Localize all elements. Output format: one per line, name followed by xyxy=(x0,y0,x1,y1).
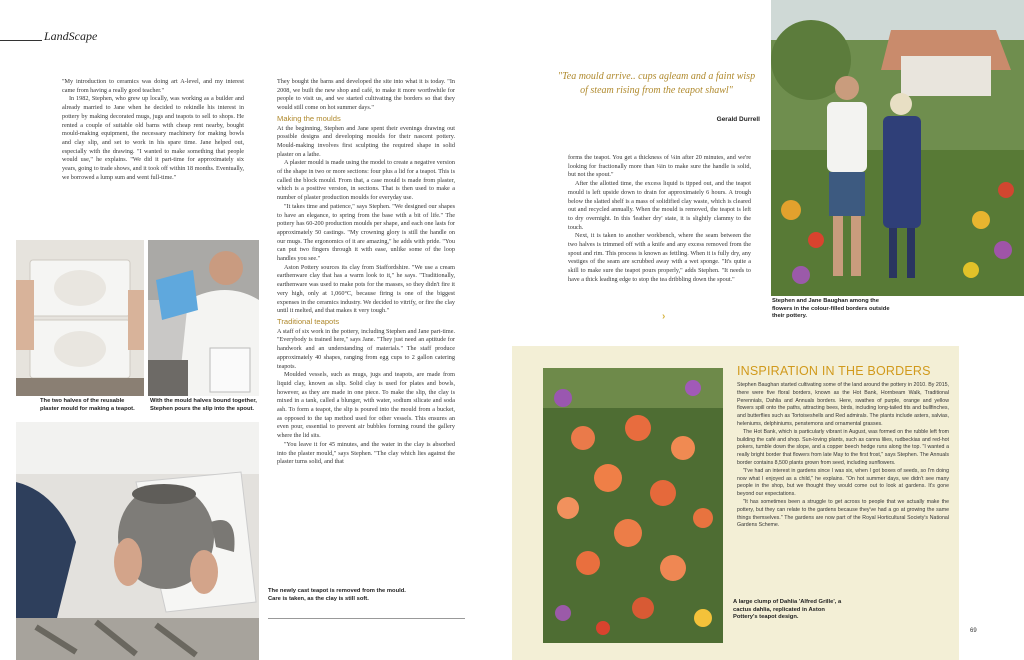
paragraph: "I've had an interest in gardens since I was six, when I got boxes of seeds, so I'm doing now what I enjoyed as a child," he explains. "On hot summer days, we didn't see many people in the shop, but we thought they would come out to look at gardens. It's gone beyond our expectations. xyxy=(737,467,949,498)
column-3-text xyxy=(568,154,751,285)
subheading-making-moulds: Making the moulds xyxy=(277,113,341,123)
paragraph: Next, it is taken to another workbench, where the seam between the two halves is trimmed off with a knife and any excess removed from the spout and rim. This process is known as fettling. When it is fully dry, any vestiges of the seam are scrubbed away with a wet sponge. "It's quite a skill to make sure the teapot pours properly," adds Stephen. "It needs to have a thick leading edge to stop the tea dribbling down the spout." xyxy=(568,232,751,283)
paragraph: They bought the barns and developed the site into what it is today. "In 2008, we built the new shop and café, to make it more worthwhile for people to visit us, and we started cultivating the borders so that they would still come on hot summer days." xyxy=(277,78,455,112)
quote-author: Gerald Durrell xyxy=(716,116,760,123)
header-rule xyxy=(0,40,42,41)
bottom-rule xyxy=(268,618,465,619)
sidebar-text xyxy=(737,382,949,530)
paragraph: A staff of six work in the pottery, including Stephen and Jane part-time. "Everybody is trained here," says Jane. "They just need an aptitude for handwork and an understanding of materials." The staff produce approximately 40 shapes, ranging from egg cups to 2 gallon catering teapots. xyxy=(277,327,455,370)
column-2-text xyxy=(277,78,455,467)
paragraph: "It takes time and patience," says Stephen. "We designed our shapes to have an elegance, to spring from the base with a bit of life." The pottery has 60-200 production moulds per shape, and each one lasts for approximately 50 castings. "My crowning glory is still the handle on our mugs. The ergonomics of it are amazing," he adds with pride. "You can put two fingers through it with ease, unlike some of the loop handles you see." xyxy=(277,202,455,263)
paragraph: "You leave it for 45 minutes, and the water in the clay is absorbed into the plaster mould," says Stephen. "The clay which lies against the plaster turns solid, and that xyxy=(277,440,455,466)
dahlia-photo xyxy=(543,368,723,643)
couple-caption: Stephen and Jane Baughan among the flowers in the colour-filled borders outside their pottery. xyxy=(772,298,890,320)
paragraph: Aston Pottery sources its clay from Staffordshire. "We use a cream earthenware clay that has a warm look to it," he says. "Traditionally, earthenware was used to make pots for the masses, so they didn't fire it very high, only at 1,060°C, because firing is one of the biggest expenses in the ceramics industry. We decided to vitrify, or fire the clay until it melted, and that makes it very tough." xyxy=(277,263,455,315)
mould-halves-image xyxy=(16,240,144,396)
pouring-slip-caption: With the mould halves bound together, Stephen pours the slip into the spout. xyxy=(150,398,257,412)
page-number: 69 xyxy=(970,628,977,634)
end-arrow-icon: › xyxy=(662,311,666,322)
paragraph: In 1982, Stephen, who grew up locally, was working as a builder and already married to Jane when he decided to rekindle his interest in pottery by making decorated mugs, jugs and teapots to sell to shops. He rented a couple of suitable old barns with cheap rent nearby, bought mould-making equipment, the necessary machinery for making bowls and clay slip, and set to work in his spare time. Jane helped out, especially with the drawing. "I wanted to make something that people would use," he explains. "We did it part-time for approximately six years, going to trade shows, and it took off within 18 months. Eventually, we borrowed a lump sum and went full-time." xyxy=(62,95,244,181)
cast-teapot-caption: The newly cast teapot is removed from the mould. Care is taken, as the clay is still soft. xyxy=(268,588,406,602)
paragraph: The Hot Bank, which is particularly vibrant in August, was formed on the rubble left from building the café and shop. Sun-loving plants, such as canna lilies, rudbeckias and red-hot pokers, tumble down the slope, and a copper beech hedge runs along the top. "I wanted a really bright border that flowers from late May to the first frost," says Stephen. The Annuals border contains 8,500 plants grown from seed, including sunflowers. xyxy=(737,428,949,466)
paragraph: After the allotted time, the excess liquid is tipped out, and the teapot mould is left upside down to drain for approximately 6 hours. A trough below the slatted shelf is a mass of solidified clay waste, which is cleared out and recycled annually. When the mould is removed, the teapot is left to dry overnight. In this 'leather dry' state, it is slightly clammy to the touch. xyxy=(568,180,751,231)
mould-halves-caption: The two halves of the reusable plaster mould for making a teapot. xyxy=(40,398,135,412)
mould-halves-photo xyxy=(16,240,144,396)
column-1-text xyxy=(62,78,244,182)
sidebar-heading: INSPIRATION IN THE BORDERS xyxy=(737,364,931,378)
paragraph: At the beginning, Stephen and Jane spent their evenings drawing out possible designs and developing moulds for their nascent pottery. Mould-making involves first sculpting the required shape in solid plaster on a lathe. xyxy=(277,124,455,158)
couple-garden-image xyxy=(771,0,1024,296)
paragraph: forms the teapot. You get a thickness of ¼in after 20 minutes, and we're looking for fractionally more than ¼in to make sure the handle is solid, but not the spout." xyxy=(568,154,751,179)
pouring-slip-image xyxy=(148,240,259,396)
paragraph: A plaster mould is made using the model to create a negative version of the shape in two or more sections: four plus a lid for a teapot. This is called the block mould. From that, a case mould is made from plaster, which is a positive version, in sections. That is then used to make a number of plaster production moulds for everyday use. xyxy=(277,159,455,202)
paragraph: "It has sometimes been a struggle to get across to people that we actually make the pottery, but they can relate to the gardens because they've had a go at growing the same things themselves." The gardens are now part of the Royal Horticultural Society's National Gardens Scheme. xyxy=(737,498,949,529)
pull-quote: "Tea mould arrive.. cups agleam and a faint wisp of steam rising from the teapot shawl" xyxy=(557,71,756,96)
dahlia-image xyxy=(543,368,723,643)
subheading-traditional-teapots: Traditional teapots xyxy=(277,316,340,326)
paragraph: Stephen Baughan started cultivating some of the land around the pottery in 2010. By 2015, there were five floral borders, known as the Hot Bank, Hornbeam Walk, Traditional Perennials, Dahlia and Annuals borders. Here, swathes of purple, orange and yellow flowers spill onto the paths, attracting bees, birds, including long-tailed tits and bullfinches, and butterflies such as Tortoiseshells and Red admirals. The plants include asters, salvias, heleniums, delphiniums, penstemons and ornamental grasses. xyxy=(737,382,949,427)
cast-teapot-image xyxy=(16,422,259,660)
couple-garden-photo xyxy=(771,0,1024,296)
paragraph: "My introduction to ceramics was doing art A-level, and my interest came from having a really good teacher." xyxy=(62,78,244,94)
paragraph: Moulded vessels, such as mugs, jugs and teapots, are made from liquid clay, known as slip. Solid clay is used for plates and bowls, however, as they are made in one piece. To make the slip, the clay is mixed in a tank, called a blunger, with water, sodium silicate and soda ash. To form a teapot, the slip is poured into the mould from a bucket, as opposed to the tap method used for other vessels. This ensures an even pour, essential to prevent air bubbles forming round the gallery where the lid sits. xyxy=(277,371,455,440)
cast-teapot-photo xyxy=(16,422,259,660)
magazine-logo: LandScape xyxy=(44,29,98,43)
dahlia-caption: A large clump of Dahlia 'Alfred Grille', a cactus dahlia, replicated in Aston Pottery's teapot design. xyxy=(733,599,842,621)
pouring-slip-photo xyxy=(148,240,259,396)
